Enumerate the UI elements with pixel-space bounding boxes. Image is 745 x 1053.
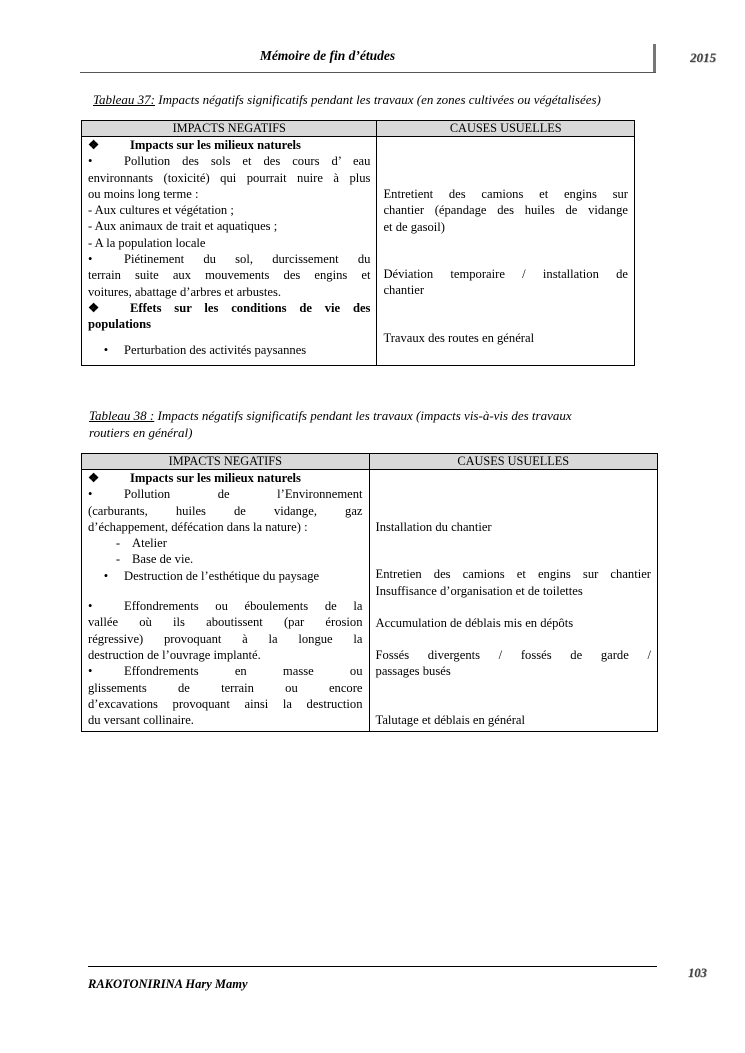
bullet-icon: • — [88, 599, 93, 614]
table38-p4-l1: Effondrements en masse ou — [124, 664, 363, 679]
table38-p3-l1: Effondrements ou éboulements de la — [124, 599, 363, 614]
header-title: Mémoire de fin d’études — [259, 48, 396, 63]
bullet-icon: • — [88, 487, 93, 502]
table37 — [81, 120, 635, 366]
table38-p4-l2: glissements de terrain ou encore — [88, 680, 363, 695]
header-divider-vertical — [653, 44, 656, 73]
table37-section2-l2: populations — [88, 317, 151, 332]
table38-header-causes: CAUSES USUELLES — [369, 454, 657, 470]
table37-header-impacts: IMPACTS NEGATIFS — [82, 121, 377, 137]
table38-c1: Installation du chantier — [375, 520, 492, 534]
table37-p3: Perturbation des activités paysannes — [124, 342, 307, 357]
bullet-icon: • — [103, 568, 109, 583]
table37-p1-d2: - Aux animaux de trait et aquatiques ; — [88, 219, 278, 234]
table38-header-impacts: IMPACTS NEGATIFS — [82, 454, 370, 470]
table37-c1-l2: chantier (épandage des huiles de vidange — [383, 203, 628, 218]
bullet-icon: • — [88, 664, 93, 679]
table37-caption-text: Impacts négatifs significatifs pendant les travaux (en zones cultivées ou végétalisées) — [155, 92, 601, 107]
table38-p1-d2: Base de vie. — [132, 552, 194, 567]
table38-c5: Talutage et déblais en général — [375, 712, 525, 727]
table37-p2-l2: terrain suite aux mouvements des engins et — [88, 268, 371, 283]
table38-p1-l2: (carburants, huiles de vidange, gaz — [88, 503, 363, 518]
header-year: 2015 — [690, 50, 716, 65]
table37-p1-l1: Pollution des sols et des cours d’ eau — [124, 154, 371, 169]
table38-caption-text-l1: Impacts négatifs significatifs pendant les travaux (impacts vis-à-vis des travaux — [154, 408, 572, 423]
table37-caption — [93, 91, 693, 108]
table38-c4-l2: passages busés — [375, 664, 451, 679]
table37-impacts-cell — [82, 137, 377, 366]
table38-p4-l3: d’excavations provoquant ainsi la destruction — [88, 696, 363, 711]
footer-author: RAKOTONIRINA Hary Mamy — [88, 977, 248, 991]
table37-p1-d1: - Aux cultures et végétation ; — [88, 203, 234, 218]
table38-p1-d1: Atelier — [132, 536, 167, 551]
table37-c1-l3: et de gasoil) — [383, 219, 446, 234]
table38-caption — [89, 407, 649, 441]
dash-icon: - — [115, 552, 121, 567]
table38-p1-l1: Pollution de l’Environnement — [124, 487, 363, 502]
dash-icon: - — [115, 536, 121, 551]
diamond-bullet-icon: ❖ — [88, 138, 100, 152]
table37-c3: Travaux des routes en général — [383, 331, 535, 346]
footer-rule — [88, 966, 657, 967]
table38-impacts-cell — [82, 470, 370, 732]
table38-caption-text-l2: routiers en général) — [89, 425, 193, 440]
table37-c1-l1: Entretient des camions et engins sur — [383, 187, 628, 201]
table37-caption-label: Tableau 37: — [93, 92, 155, 107]
table38-caption-label: Tableau 38 : — [89, 408, 155, 423]
table38-p1-l3: d’échappement, défécation dans la nature) : — [88, 519, 308, 534]
table37-section1: Impacts sur les milieux naturels — [130, 138, 301, 152]
table37-header-causes: CAUSES USUELLES — [377, 121, 635, 137]
table37-p2-l1: Piétinement du sol, durcissement du — [124, 252, 371, 267]
table38-c2-l2: Insuffisance d’organisation et de toilettes — [375, 583, 583, 598]
table37-causes-cell — [377, 137, 635, 366]
table38-causes-cell — [369, 470, 657, 732]
table37-c2-l2: chantier — [383, 283, 425, 298]
diamond-bullet-icon: ❖ — [88, 300, 100, 315]
table38-section1: Impacts sur les milieux naturels — [130, 471, 301, 485]
diamond-bullet-icon: ❖ — [88, 471, 100, 485]
table37-p2-l3: voitures, abattage d’arbres et arbustes. — [88, 284, 282, 299]
bullet-icon: • — [88, 154, 93, 169]
table38-p3-l4: destruction de l’ouvrage implanté. — [88, 647, 261, 662]
page-number: 103 — [688, 966, 707, 980]
table38-c3: Accumulation de déblais mis en dépôts — [375, 615, 574, 630]
bullet-icon: • — [88, 252, 93, 267]
table38 — [81, 453, 658, 732]
header-rule — [80, 72, 656, 73]
table37-p1-d3: - A la population locale — [88, 235, 206, 250]
table38-p2: Destruction de l’esthétique du paysage — [124, 568, 320, 583]
table37-p1-l2: environnants (toxicité) qui pourrait nuire à plus — [88, 170, 371, 185]
table37-section2-l1: Effets sur les conditions de vie des — [130, 300, 371, 315]
table38-c2-l1: Entretien des camions et engins sur chantier — [375, 567, 651, 582]
table38-p3-l2: vallée où ils aboutissent (par érosion — [88, 615, 363, 630]
table38-p4-l4: du versant collinaire. — [88, 713, 194, 728]
table37-p1-l3: ou moins long terme : — [88, 186, 199, 201]
table37-c2-l1: Déviation temporaire / installation de — [383, 266, 628, 281]
table38-c4-l1: Fossés divergents / fossés de garde / — [375, 648, 651, 663]
bullet-icon: • — [103, 342, 109, 357]
table38-p3-l3: régressive) provoquant à la longue la — [88, 631, 363, 646]
